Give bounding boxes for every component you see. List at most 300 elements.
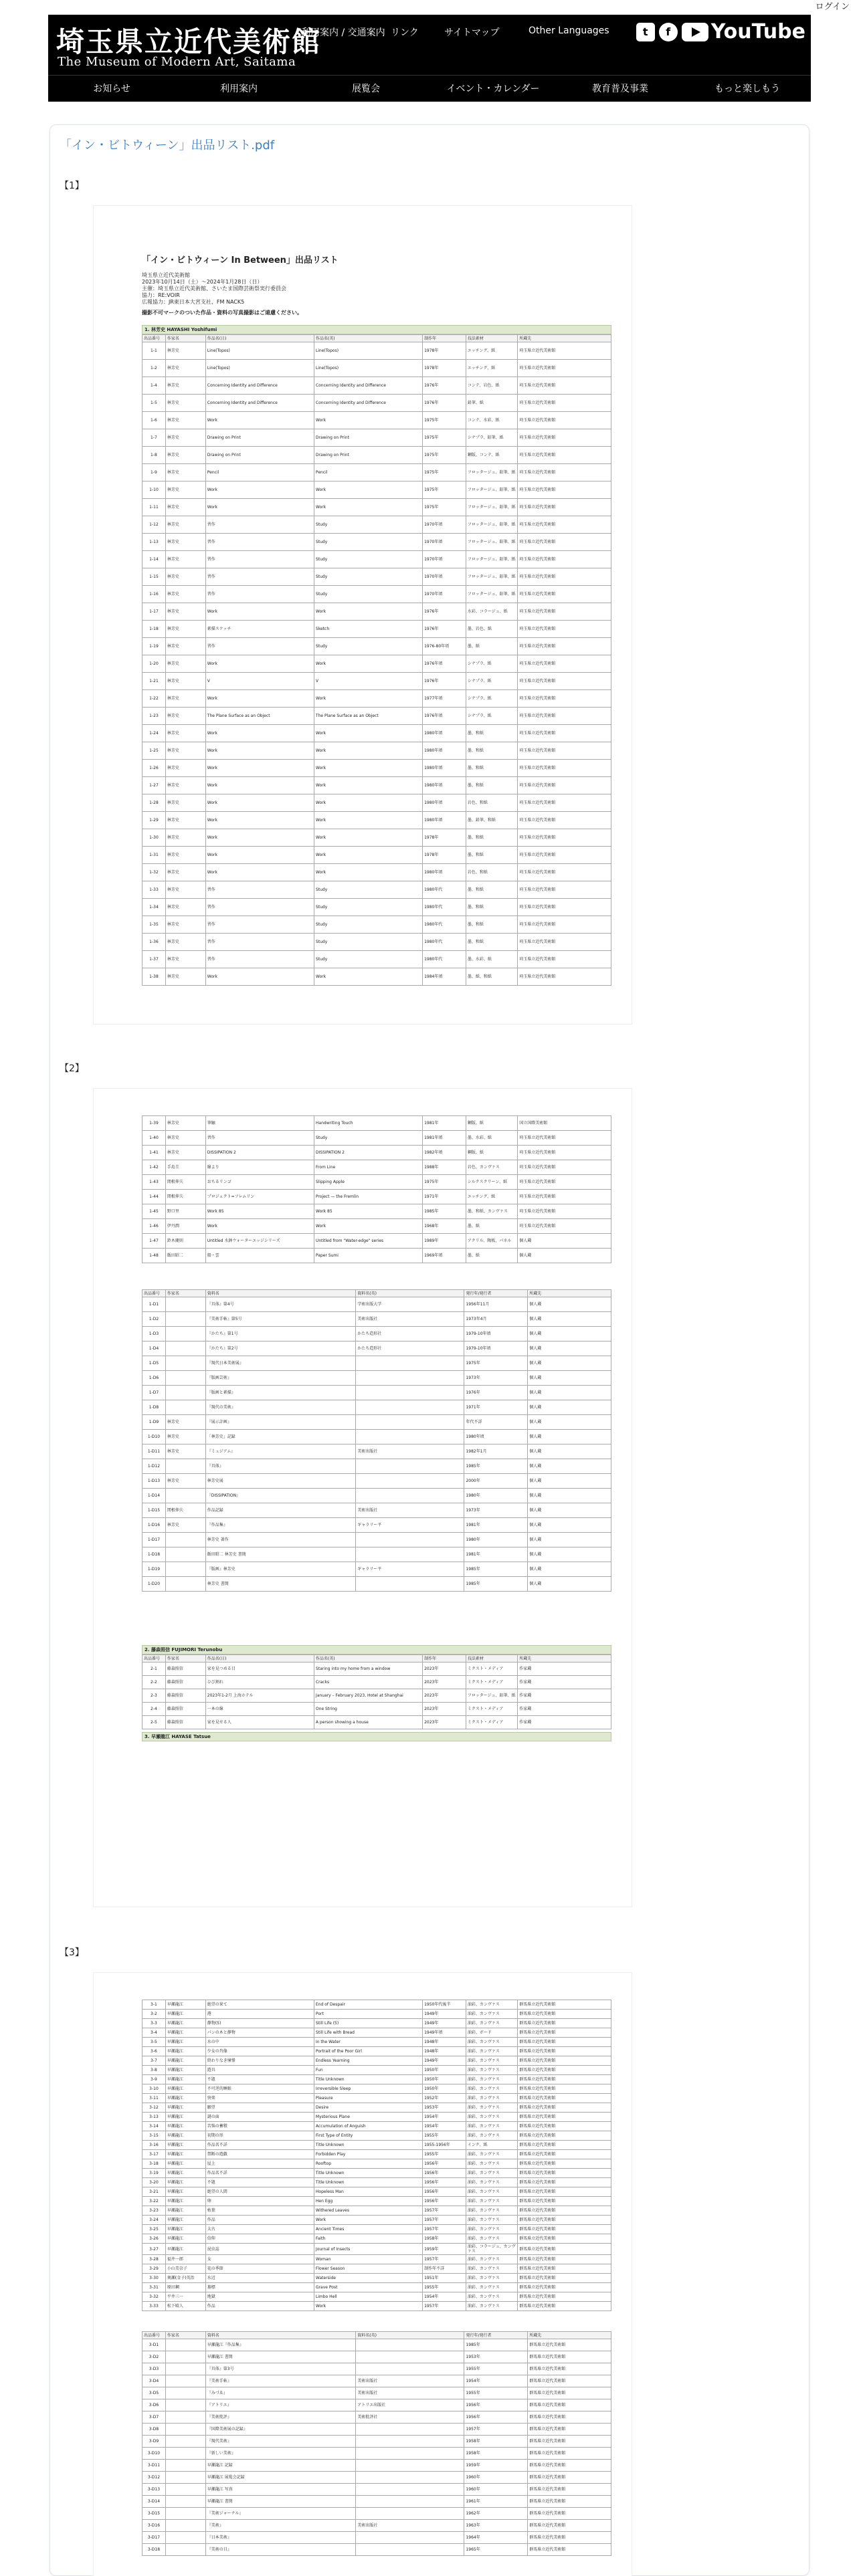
table-header-row bbox=[142, 1655, 611, 1662]
table-cell: 埼玉県立近代美術館 bbox=[518, 1146, 611, 1160]
table-cell: 1954年 bbox=[423, 2113, 466, 2122]
table-cell: 1949年 bbox=[423, 2056, 466, 2066]
table-cell: 1956年 bbox=[464, 2411, 528, 2424]
table-cell: 群馬県立近代美術館 bbox=[528, 2424, 611, 2436]
table-cell: フロッタージュ、鉛筆、紙 bbox=[466, 499, 517, 516]
table-cell: 1955-1956年 bbox=[423, 2141, 466, 2150]
table-cell: 1971年 bbox=[423, 1190, 466, 1204]
table-cell: 3-D17 bbox=[142, 2532, 166, 2544]
table-cell: 個人蔵 bbox=[528, 1356, 611, 1371]
table-cell: 林芳史 bbox=[165, 690, 205, 708]
table-cell: 習作 bbox=[205, 881, 314, 899]
table-cell: 1975年 bbox=[423, 481, 466, 499]
table-cell: 2023年 bbox=[423, 1703, 466, 1716]
nav-education[interactable]: 教育普及事業 bbox=[592, 84, 648, 94]
table-cell: ミクスト・メディア bbox=[466, 1662, 517, 1676]
table-row bbox=[142, 2264, 611, 2274]
table-row bbox=[142, 2399, 611, 2411]
table-cell bbox=[356, 2424, 464, 2436]
table-cell: The Plane Surface as an Object bbox=[314, 708, 422, 725]
youtube-label: YouTube bbox=[710, 20, 805, 43]
table-cell: 『現代美術』 bbox=[205, 2436, 356, 2448]
table-cell: 埼玉県立近代美術館 bbox=[518, 534, 611, 551]
table-cell: 藤森照信 bbox=[165, 1716, 205, 1729]
table-cell bbox=[356, 2448, 464, 2460]
table-cell: 1-43 bbox=[142, 1175, 166, 1190]
table-cell: 『版画と素描』 bbox=[205, 1386, 356, 1400]
table-row bbox=[142, 2066, 611, 2075]
table-row bbox=[142, 2075, 611, 2084]
table-row bbox=[142, 2187, 611, 2197]
table-cell: 1955年 bbox=[423, 2283, 466, 2292]
table-cell: 3-D1 bbox=[142, 2339, 166, 2351]
topnav-languages[interactable]: Other Languages bbox=[529, 25, 609, 36]
table-cell: 1981年 bbox=[464, 1518, 528, 1533]
table-cell: 屋上 bbox=[205, 2159, 314, 2169]
table-row bbox=[142, 2131, 611, 2141]
twitter-icon[interactable]: t bbox=[636, 23, 655, 41]
table-row bbox=[142, 1662, 611, 1676]
table-cell: 『美術ジャーナル』 bbox=[205, 2508, 356, 2520]
table-cell: 3-D8 bbox=[142, 2424, 166, 2436]
table-cell: 初期の形 bbox=[205, 2131, 314, 2141]
table-cell: 林芳史 bbox=[165, 395, 205, 412]
table-cell: 『ミュジアム』 bbox=[205, 1444, 356, 1459]
table-cell: 1-D14 bbox=[142, 1489, 166, 1503]
table-cell: 船・雲 bbox=[205, 1249, 314, 1263]
table-row bbox=[142, 1219, 611, 1234]
table-cell bbox=[356, 2339, 464, 2351]
table-row bbox=[142, 847, 611, 864]
table-cell: 1-47 bbox=[142, 1234, 166, 1249]
table-cell: Paper Sumi bbox=[314, 1249, 422, 1263]
table-cell: Handwriting Touch bbox=[314, 1116, 422, 1131]
table-cell: 個人蔵 bbox=[528, 1415, 611, 1430]
table-cell bbox=[356, 1371, 464, 1386]
table-cell: 不可逆的睡眠 bbox=[205, 2084, 314, 2094]
table-cell: 習作 bbox=[205, 551, 314, 568]
table-row bbox=[142, 2532, 611, 2544]
table-cell: 『かたち』第1号 bbox=[205, 1327, 356, 1341]
table-cell bbox=[165, 2520, 205, 2532]
table-cell: 群馬県立近代美術館 bbox=[518, 2141, 611, 2150]
table-cell: 1-23 bbox=[142, 708, 166, 725]
table-cell: Work bbox=[205, 847, 314, 864]
pdf-link[interactable]: 「イン・ビトウィーン」出品リスト.pdf bbox=[60, 138, 275, 152]
table-cell: 早瀬龍江 記録 bbox=[205, 2460, 356, 2472]
table-cell: Desire bbox=[314, 2103, 422, 2113]
table-cell: 群馬県立近代美術館 bbox=[528, 2520, 611, 2532]
table-cell: 林芳史 bbox=[165, 1430, 205, 1444]
table-cell: 埼玉県立近代美術館 bbox=[518, 864, 611, 881]
table-cell bbox=[356, 1474, 464, 1489]
table-cell: 1-35 bbox=[142, 916, 166, 934]
table-cell: インク、紙 bbox=[466, 2141, 517, 2150]
table-cell: 苦悩の蓄積 bbox=[205, 2122, 314, 2131]
table-cell: 1-9 bbox=[142, 464, 166, 481]
table-cell: 早瀬龍江 bbox=[165, 2113, 205, 2122]
table-cell: 作家蔵 bbox=[518, 1676, 611, 1689]
table-cell: 油彩、カンヴァス bbox=[466, 2131, 517, 2141]
nav-events[interactable]: イベント・カレンダー bbox=[446, 84, 540, 94]
table-cell: 1949年 bbox=[423, 2019, 466, 2028]
table-cell: Study bbox=[314, 899, 422, 916]
table-cell: 埼玉県立近代美術館 bbox=[518, 464, 611, 481]
table-cell: 年代不詳 bbox=[464, 1415, 528, 1430]
table-cell: 1956年 bbox=[423, 2178, 466, 2187]
top-nav bbox=[301, 25, 609, 39]
table-cell: 1981年頃 bbox=[423, 1131, 466, 1146]
table-cell: 関根伸夫 bbox=[165, 1503, 205, 1518]
table-cell: 群馬県立近代美術館 bbox=[528, 2387, 611, 2399]
table-cell: 1-41 bbox=[142, 1146, 166, 1160]
table-cell: 信仰 bbox=[205, 2234, 314, 2244]
table-cell: Study bbox=[314, 881, 422, 899]
table-cell: Untitled 水鉢ウォーターエッジシリーズ bbox=[205, 1234, 314, 1249]
table-cell: 油彩、カンヴァス bbox=[466, 2274, 517, 2283]
table-cell: 1957年 bbox=[423, 2302, 466, 2311]
table-cell: 1980年頃 bbox=[423, 812, 466, 829]
table-cell: 1985年 bbox=[423, 1204, 466, 1219]
doc-title: 「イン・ビトウィーン In Between」出品リスト bbox=[142, 255, 339, 265]
table-cell: From Line bbox=[314, 1160, 422, 1175]
youtube-link[interactable] bbox=[682, 20, 805, 43]
table-cell: 1970年頃 bbox=[423, 586, 466, 603]
table-cell: 『美術批評』 bbox=[205, 2411, 356, 2424]
table-cell: V bbox=[314, 673, 422, 690]
table-cell: Cracks bbox=[314, 1676, 422, 1689]
table-cell: 群馬県立近代美術館 bbox=[518, 2094, 611, 2103]
table-cell: 個人蔵 bbox=[528, 1533, 611, 1547]
table-cell: 1959年 bbox=[464, 2460, 528, 2472]
table-cell: 林芳史 bbox=[165, 481, 205, 499]
table-row bbox=[142, 2010, 611, 2019]
table-cell: 禁断の遊戯 bbox=[205, 2150, 314, 2159]
table-cell: 作品記録 bbox=[205, 1503, 356, 1518]
table-cell: 岩色、カンヴァス bbox=[466, 1160, 517, 1175]
doc-header bbox=[142, 253, 610, 316]
table-cell: 1980年代 bbox=[423, 916, 466, 934]
table-cell: 1-D8 bbox=[142, 1400, 166, 1415]
table-cell: Work bbox=[314, 794, 422, 812]
table-cell: 群馬県立近代美術館 bbox=[518, 2255, 611, 2264]
table-cell: 1-18 bbox=[142, 621, 166, 638]
table-cell: 個人蔵 bbox=[528, 1341, 611, 1356]
table-cell: 水辺 bbox=[205, 2274, 314, 2283]
column-header: 作家名 bbox=[165, 1290, 205, 1297]
topnav-sitemap[interactable]: サイトマップ bbox=[444, 27, 500, 38]
table-cell: Work bbox=[314, 690, 422, 708]
table-cell: 埼玉県立近代美術館 bbox=[518, 690, 611, 708]
table-cell: 少女の肖像 bbox=[205, 2047, 314, 2056]
table-cell: 1955年 bbox=[423, 2150, 466, 2159]
table-cell: 1970年頃 bbox=[423, 568, 466, 586]
table-row bbox=[142, 342, 611, 360]
table-cell: 1982年頃 bbox=[423, 1146, 466, 1160]
table-row bbox=[142, 1386, 611, 1400]
table-cell: 女 bbox=[205, 2255, 314, 2264]
table-cell: 1950年 bbox=[423, 2075, 466, 2084]
table-cell: 林芳史 bbox=[165, 342, 205, 360]
table-cell: 1976年 bbox=[423, 377, 466, 395]
table-cell: 1985年 bbox=[464, 1562, 528, 1577]
table-cell: 群馬県立近代美術館 bbox=[518, 2206, 611, 2216]
table-cell bbox=[356, 1577, 464, 1592]
table-cell: 埼玉県立近代美術館 bbox=[518, 777, 611, 794]
table-cell: 奥瀬(金子)英治 bbox=[165, 2274, 205, 2283]
table-cell: 習作 bbox=[205, 951, 314, 968]
table-row bbox=[142, 2351, 611, 2363]
table-cell: 群馬県立近代美術館 bbox=[518, 2234, 611, 2244]
table-cell: Work bbox=[314, 499, 422, 516]
table-row bbox=[142, 2472, 611, 2484]
table-row bbox=[142, 708, 611, 725]
table-cell: Still Life (5) bbox=[314, 2019, 422, 2028]
table-row bbox=[142, 916, 611, 934]
table-header-row bbox=[142, 335, 611, 342]
table-cell: 墓標 bbox=[205, 2283, 314, 2292]
table-cell bbox=[165, 1312, 205, 1327]
table-cell: 個人蔵 bbox=[528, 1503, 611, 1518]
table-row bbox=[142, 2216, 611, 2225]
table-cell: 1-39 bbox=[142, 1116, 166, 1131]
table-cell: 終わりなき憧憬 bbox=[205, 2056, 314, 2066]
table-cell bbox=[356, 1459, 464, 1474]
table-cell: 1980年 bbox=[464, 1533, 528, 1547]
table-cell bbox=[165, 2436, 205, 2448]
table-cell: Work bbox=[205, 725, 314, 742]
table-cell bbox=[165, 2399, 205, 2411]
table-cell: 1-15 bbox=[142, 568, 166, 586]
table-row bbox=[142, 1459, 611, 1474]
table-cell: 1-1 bbox=[142, 342, 166, 360]
table-cell: 埼玉県立近代美術館 bbox=[518, 673, 611, 690]
table-cell: シナプラ、紙 bbox=[466, 690, 517, 708]
table-cell: 卵 bbox=[205, 2197, 314, 2206]
table-cell: 林芳史 bbox=[165, 899, 205, 916]
table-cell: 油彩、カンヴァス bbox=[466, 2038, 517, 2047]
table-cell: 1950年代後半 bbox=[423, 2000, 466, 2010]
table-cell: 油彩、カンヴァス bbox=[466, 2075, 517, 2084]
table-cell: 3-31 bbox=[142, 2283, 166, 2292]
table-cell: 林芳史 bbox=[165, 777, 205, 794]
table-cell: 群馬県立近代美術館 bbox=[518, 2216, 611, 2225]
table-cell: 2023年 bbox=[423, 1716, 466, 1729]
table-cell: 林芳史 bbox=[165, 829, 205, 847]
table-cell: 埼玉県立近代美術館 bbox=[518, 794, 611, 812]
table-cell: 群馬県立近代美術館 bbox=[518, 2075, 611, 2084]
table-cell: 林芳史 bbox=[165, 499, 205, 516]
table-cell: 林芳史 bbox=[165, 360, 205, 377]
nav-news[interactable]: お知らせ bbox=[93, 84, 130, 94]
table-cell: 埼玉県立近代美術館 bbox=[518, 829, 611, 847]
table-cell: かたち造形社 bbox=[356, 1341, 464, 1356]
nav-guide[interactable]: 利用案内 bbox=[220, 84, 258, 94]
table-cell: 1-D13 bbox=[142, 1474, 166, 1489]
table-cell bbox=[165, 1297, 205, 1312]
table-cell: 1-22 bbox=[142, 690, 166, 708]
table-cell: Work bbox=[314, 812, 422, 829]
table-cell: 1975年 bbox=[423, 412, 466, 429]
table-cell: 謎の面 bbox=[205, 2113, 314, 2122]
table-cell: 3-14 bbox=[142, 2122, 166, 2131]
table-cell: 群馬県立近代美術館 bbox=[518, 2084, 611, 2094]
table-cell: 1-6 bbox=[142, 412, 166, 429]
doc-line: 主催：埼玉県立近代美術館、さいたま国際芸術祭実行委員会 bbox=[142, 286, 286, 292]
table-cell: 伊丹潤 bbox=[165, 1219, 205, 1234]
table-cell: コンテ、岩色、紙 bbox=[466, 377, 517, 395]
table-cell: 3-32 bbox=[142, 2292, 166, 2302]
table-cell bbox=[356, 1489, 464, 1503]
table-cell: 『美術の目』 bbox=[205, 2544, 356, 2556]
table-cell: Line(Topos) bbox=[205, 342, 314, 360]
table-cell: Work bbox=[205, 481, 314, 499]
table-cell: 油彩、カンヴァス bbox=[466, 2302, 517, 2311]
table-cell: 群馬県立近代美術館 bbox=[518, 2169, 611, 2178]
table-cell: 作品名不詳 bbox=[205, 2141, 314, 2150]
table-cell: Concerning Identity and Difference bbox=[314, 395, 422, 412]
table-cell: 早瀬龍江 bbox=[165, 2225, 205, 2234]
table-cell: Woman bbox=[314, 2255, 422, 2264]
table-row bbox=[142, 2234, 611, 2244]
table-row bbox=[142, 1175, 611, 1190]
table-cell: 群馬県立近代美術館 bbox=[518, 2122, 611, 2131]
table-cell: 油彩、カンヴァス bbox=[466, 2255, 517, 2264]
table-cell: End of Despair bbox=[314, 2000, 422, 2010]
table-cell: 群馬県立近代美術館 bbox=[518, 2302, 611, 2311]
table-cell: Withered Leaves bbox=[314, 2206, 422, 2216]
table-cell: Work bbox=[205, 655, 314, 673]
table-cell: 1979-10年頃 bbox=[464, 1327, 528, 1341]
table-cell: 鈴木慶則 bbox=[165, 1234, 205, 1249]
table-cell: 1-30 bbox=[142, 829, 166, 847]
table-cell: フロッタージュ、鉛筆、紙 bbox=[466, 586, 517, 603]
table-cell: 埼玉県立近代美術館 bbox=[518, 708, 611, 725]
table-header-row bbox=[142, 2332, 611, 2339]
table-cell: 国立国際美術館 bbox=[518, 1116, 611, 1131]
table-cell: 1965年 bbox=[464, 2544, 528, 2556]
table-row bbox=[142, 2283, 611, 2292]
table-cell: 墨、和紙 bbox=[466, 899, 517, 916]
table-cell: 林芳史 bbox=[165, 968, 205, 986]
table-cell: 1985年 bbox=[464, 1577, 528, 1592]
table-cell: 林芳史 bbox=[165, 516, 205, 534]
logo-japanese[interactable]: 埼玉県立近代美術館 bbox=[56, 25, 322, 58]
table-cell: 3-D10 bbox=[142, 2448, 166, 2460]
table-row bbox=[142, 1444, 611, 1459]
column-header: 作家名 bbox=[165, 2332, 205, 2339]
table-cell: 群馬県立近代美術館 bbox=[528, 2460, 611, 2472]
table-cell: Work bbox=[205, 690, 314, 708]
table-cell: Forbidden Play bbox=[314, 2150, 422, 2159]
table-cell: シナプラ、紙 bbox=[466, 708, 517, 725]
table-cell: 林芳史 bbox=[165, 621, 205, 638]
table-cell: 1969年頃 bbox=[423, 1249, 466, 1263]
table-cell: コンテ、水彩、紙 bbox=[466, 412, 517, 429]
column-header: 作家名 bbox=[165, 335, 205, 342]
table-row bbox=[142, 2178, 611, 2187]
table-cell: 『現代日本美術展』 bbox=[205, 1356, 356, 1371]
table-cell: シナプラ、紙 bbox=[466, 673, 517, 690]
table-cell: Work bbox=[205, 742, 314, 760]
table-cell: 埼玉県立近代美術館 bbox=[518, 586, 611, 603]
table-row bbox=[142, 760, 611, 777]
table-cell: 個人蔵 bbox=[528, 1547, 611, 1562]
table-cell: 林芳史 書簡 bbox=[205, 1577, 356, 1592]
table-cell: 群馬県立近代美術館 bbox=[518, 2113, 611, 2122]
table-cell: 群馬県立近代美術館 bbox=[518, 2056, 611, 2066]
table-row bbox=[142, 2436, 611, 2448]
topnav-access[interactable]: 利用案内 / 交通案内 bbox=[301, 27, 385, 38]
table-cell: 群馬県立近代美術館 bbox=[518, 2150, 611, 2159]
table-row bbox=[142, 2484, 611, 2496]
nav-more[interactable]: もっと楽しもう bbox=[714, 84, 780, 94]
topnav-links[interactable]: リンク bbox=[391, 27, 419, 38]
table-cell: 埼玉県立近代美術館 bbox=[518, 447, 611, 464]
table-cell bbox=[356, 1386, 464, 1400]
table-cell: 1953年 bbox=[464, 2351, 528, 2363]
table-cell: 3-26 bbox=[142, 2234, 166, 2244]
facebook-icon[interactable]: f bbox=[659, 23, 678, 41]
table-cell: 群馬県立近代美術館 bbox=[518, 2197, 611, 2206]
table-cell: 3-7 bbox=[142, 2056, 166, 2066]
table-cell: 1-11 bbox=[142, 499, 166, 516]
table-cell: 林芳史 bbox=[165, 1444, 205, 1459]
table-cell: 関根伸夫 bbox=[165, 1190, 205, 1204]
table-cell: In the Water bbox=[314, 2038, 422, 2047]
nav-exhibitions[interactable]: 展覧会 bbox=[352, 84, 380, 94]
table-row bbox=[142, 2375, 611, 2387]
table-cell: 3-D15 bbox=[142, 2508, 166, 2520]
table-cell: 3-D7 bbox=[142, 2411, 166, 2424]
table-cell: 林芳史 bbox=[165, 794, 205, 812]
table-cell: 早瀬龍江 bbox=[165, 2131, 205, 2141]
table-cell: Staring into my home from a window bbox=[314, 1662, 422, 1676]
table-cell bbox=[165, 1459, 205, 1474]
table-cell: 『DISSIPATION』 bbox=[205, 1489, 356, 1503]
table-row bbox=[142, 638, 611, 655]
table-cell: 1978年 bbox=[423, 847, 466, 864]
table-cell: 個人蔵 bbox=[528, 1518, 611, 1533]
login-link[interactable]: ログイン bbox=[815, 2, 850, 12]
table-cell: 1-D16 bbox=[142, 1518, 166, 1533]
table-cell: 早瀬龍江 書簡 bbox=[205, 2351, 356, 2363]
table-cell: 1950年 bbox=[423, 2084, 466, 2094]
table-cell: 1-10 bbox=[142, 481, 166, 499]
table-cell: 鋼版、コンテ、紙 bbox=[466, 447, 517, 464]
logo-english[interactable]: The Museum of Modern Art, Saitama bbox=[58, 55, 296, 69]
table-cell: 林芳史 bbox=[165, 1518, 205, 1533]
table-row bbox=[142, 2019, 611, 2028]
table-cell: 早瀬龍江 bbox=[165, 2000, 205, 2010]
table-cell: 1954年 bbox=[423, 2122, 466, 2131]
table-cell: 林芳史 bbox=[165, 447, 205, 464]
table-cell: 『具体』第3号 bbox=[205, 2363, 356, 2375]
table-cell: Study bbox=[314, 516, 422, 534]
table-cell: The Plane Surface as an Object bbox=[205, 708, 314, 725]
pdf-page-2 bbox=[93, 1088, 632, 1907]
table-row bbox=[142, 2225, 611, 2234]
table-row bbox=[142, 1204, 611, 1219]
table-cell: フロッタージュ、鉛筆、紙 bbox=[466, 534, 517, 551]
table-cell: 油彩、カンヴァス bbox=[466, 2010, 517, 2019]
table-row bbox=[142, 829, 611, 847]
table-cell: 墨、和紙 bbox=[466, 777, 517, 794]
table-cell bbox=[356, 1547, 464, 1562]
doc-line: 埼玉県立近代美術館 bbox=[142, 272, 190, 278]
table-cell: 個人蔵 bbox=[518, 1249, 611, 1263]
table-cell: 花の季節 bbox=[205, 2264, 314, 2274]
